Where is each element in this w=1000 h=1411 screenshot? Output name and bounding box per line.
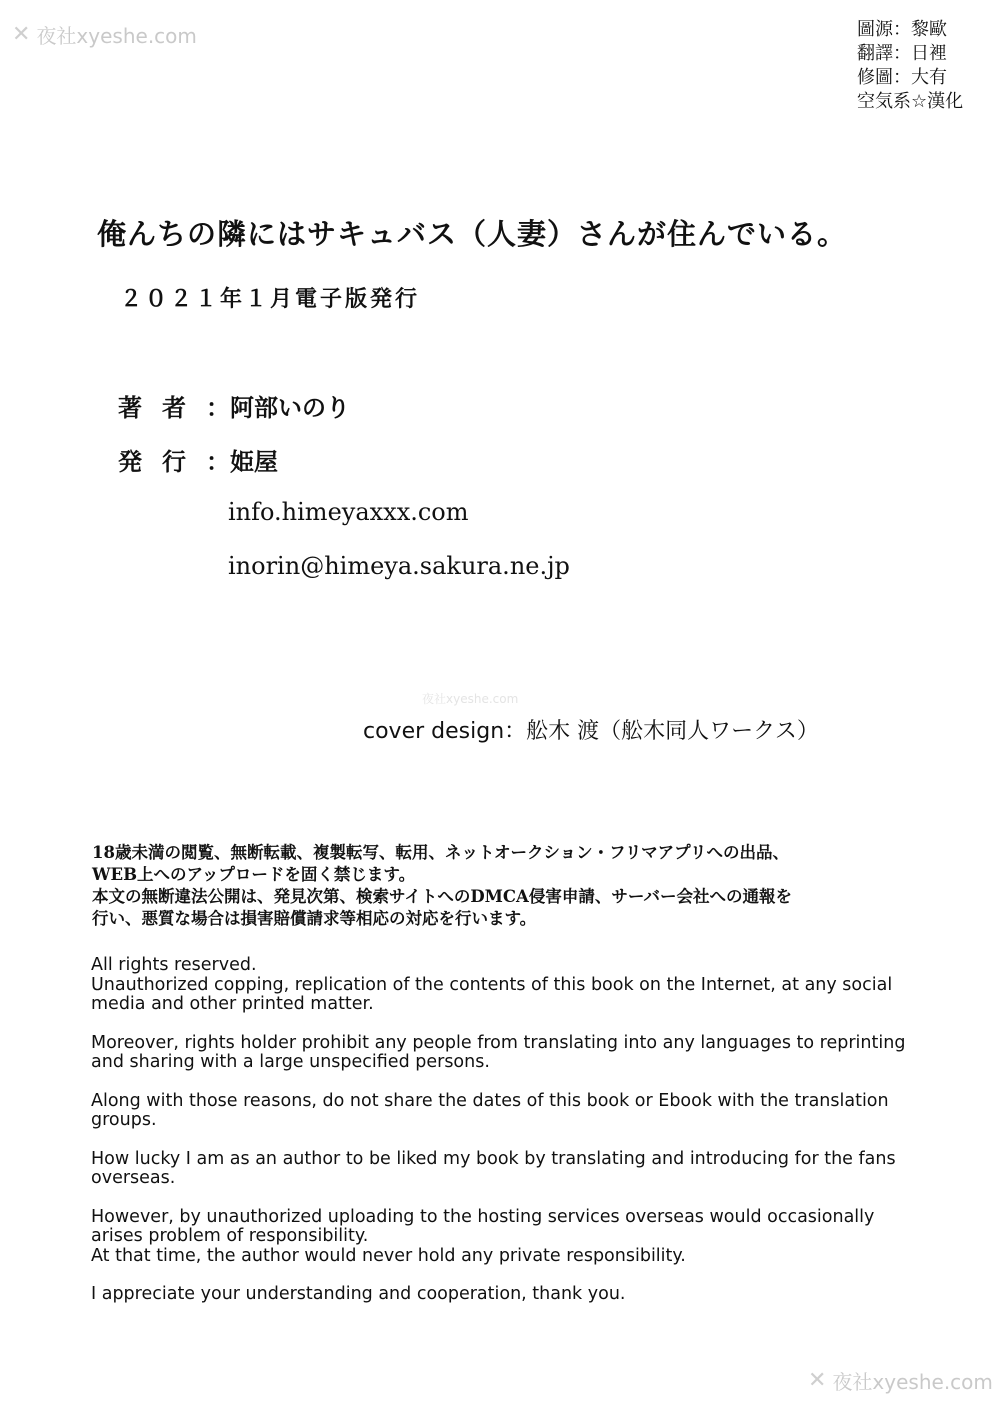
notice-paragraph: I appreciate your understanding and cooperation, thank you. <box>91 1284 626 1304</box>
notice-line: WEB上へのアップロードを固く禁じます。 <box>92 865 416 884</box>
book-title: 俺んちの隣にはサキュバス（人妻）さんが住んでいる。 <box>97 217 848 251</box>
contact-email: inorin@himeya.sakura.ne.jp <box>228 552 570 580</box>
notice-line: 本文の無断違法公開は、発見次第、検索サイトへのDMCA侵害申請、サーバー会社への通報を <box>92 887 793 906</box>
notice-paragraph: Moreover, rights holder prohibit any people from translating into any languages to reprinting and sharing with a large unspecified persons. <box>91 1032 906 1072</box>
edition-line: ２０２１年１月電子版発行 <box>120 287 421 312</box>
notice-paragraph: All rights reserved. Unauthorized copping, replication of the contents of this book on the Internet, at any social media and other printed matter. <box>91 955 893 1014</box>
credit-line: 空気系☆漢化 <box>857 91 964 112</box>
watermark-bottom <box>808 1366 993 1395</box>
author-label: 著者 <box>118 394 206 422</box>
watermark-text: 夜社xyeshe.com <box>832 1370 993 1394</box>
author-value: ：阿部いのり <box>206 394 350 422</box>
publisher-value: ：姫屋 <box>206 448 278 476</box>
notice-paragraph: How lucky I am as an author to be liked my book by translating and introducing for the fans overseas. <box>91 1148 896 1188</box>
notice-paragraph: However, by unauthorized uploading to the hosting services overseas would occasionally arises problem of responsibility. At that time, the author would never hold any private responsibility. <box>91 1206 875 1266</box>
x-logo-icon: ✕ <box>12 22 31 47</box>
credit-line: 圖源：黎歐 <box>857 19 947 40</box>
notice-line: 行い、悪質な場合は損害賠償請求等相応の対応を行います。 <box>92 909 537 928</box>
author-row <box>118 388 350 423</box>
publisher-row <box>118 442 278 477</box>
publisher-label: 発行 <box>118 448 206 476</box>
credit-line: 翻譯：日裡 <box>857 43 947 64</box>
cover-design-credit: cover design：舩木 渡（舩木同人ワークス） <box>363 719 819 744</box>
scanlation-credits <box>857 18 963 114</box>
contact-email: info.himeyaxxx.com <box>228 498 469 526</box>
english-notice <box>91 956 921 1324</box>
notice-paragraph: Along with those reasons, do not share the dates of this book or Ebook with the translation groups. <box>91 1090 889 1130</box>
japanese-notice <box>92 842 792 930</box>
notice-line: 18歳未満の閲覧、無断転載、複製転写、転用、ネットオークション・フリマアプリへの出品、 <box>92 843 789 862</box>
watermark-top <box>12 20 197 49</box>
watermark-text: 夜社xyeshe.com <box>36 24 197 48</box>
x-logo-icon: ✕ <box>808 1368 827 1393</box>
watermark-faint <box>422 690 518 707</box>
watermark-faint-text: 夜社xyeshe.com <box>422 692 519 706</box>
credit-line: 修圖：大有 <box>857 67 947 88</box>
